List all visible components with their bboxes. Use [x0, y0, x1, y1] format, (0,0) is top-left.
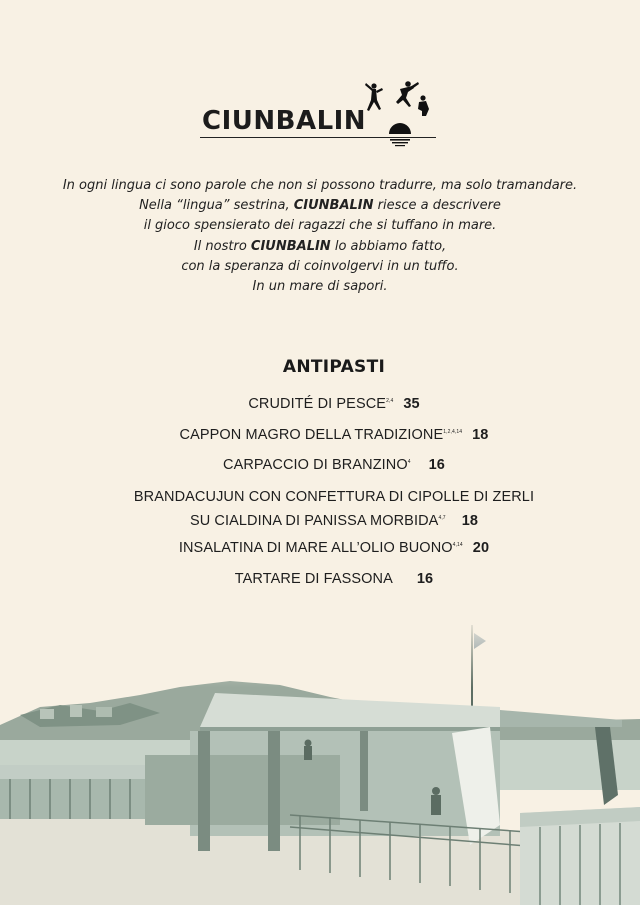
menu-item	[0, 396, 640, 412]
allergens: 2,4	[386, 398, 394, 405]
allergens: 4	[407, 459, 411, 466]
allergens: 1,2,4,14	[443, 429, 463, 436]
brand-mention: CIUNBALIN	[250, 238, 331, 254]
dish-name: BRANDACUJUN CON CONFETTURA DI CIPOLLE DI ZERLI	[133, 489, 535, 505]
intro-line: il gioco spensierato dei ragazzi che si tuffano in mare.	[143, 218, 497, 234]
intro-line: Il nostro CIUNBALIN lo abbiamo fatto,	[193, 238, 447, 254]
menu-item	[0, 571, 640, 587]
brand-mention: CIUNBALIN	[293, 198, 374, 214]
intro-line: In un mare di sapori.	[252, 279, 388, 295]
brand-name: CIUNBALIN	[202, 106, 367, 136]
intro-text	[0, 176, 640, 297]
dish-name: TARTARE DI FASSONA	[234, 571, 393, 587]
section-title: ANTIPASTI	[282, 357, 386, 377]
menu-item	[0, 487, 640, 532]
menu-item	[0, 540, 640, 556]
dish-price: 18	[461, 512, 479, 529]
beach-club-photo	[0, 615, 640, 905]
jumping-kids-sunset-icon	[356, 76, 436, 151]
intro-line: Nella “lingua” sestrina, CIUNBALIN riesce a descrivere	[139, 198, 501, 214]
dish-price: 16	[428, 457, 445, 473]
dish-price: 16	[416, 571, 434, 587]
menu-item	[0, 457, 640, 473]
dish-price: 35	[403, 396, 420, 412]
dish-name: CAPPON MAGRO DELLA TRADIZIONE	[179, 427, 444, 443]
intro-line: con la speranza di coinvolgervi in un tuffo.	[181, 258, 459, 274]
brand-logo	[200, 76, 440, 148]
dish-name: CARPACCIO DI BRANZINO	[223, 457, 408, 473]
dish-price: 20	[472, 540, 490, 556]
intro-line: In ogni lingua ci sono parole che non si possono tradurre, ma solo tramandare.	[62, 178, 578, 193]
dish-name: SU CIALDINA DI PANISSA MORBIDA	[189, 512, 439, 529]
dish-name: CRUDITÉ DI PESCE	[248, 396, 387, 412]
allergens: 4,14	[452, 542, 463, 549]
allergens: 4,7	[438, 515, 446, 521]
dish-price: 18	[472, 427, 489, 443]
dish-name: INSALATINA DI MARE ALL’OLIO BUONO	[178, 540, 453, 556]
menu-item	[0, 427, 640, 443]
